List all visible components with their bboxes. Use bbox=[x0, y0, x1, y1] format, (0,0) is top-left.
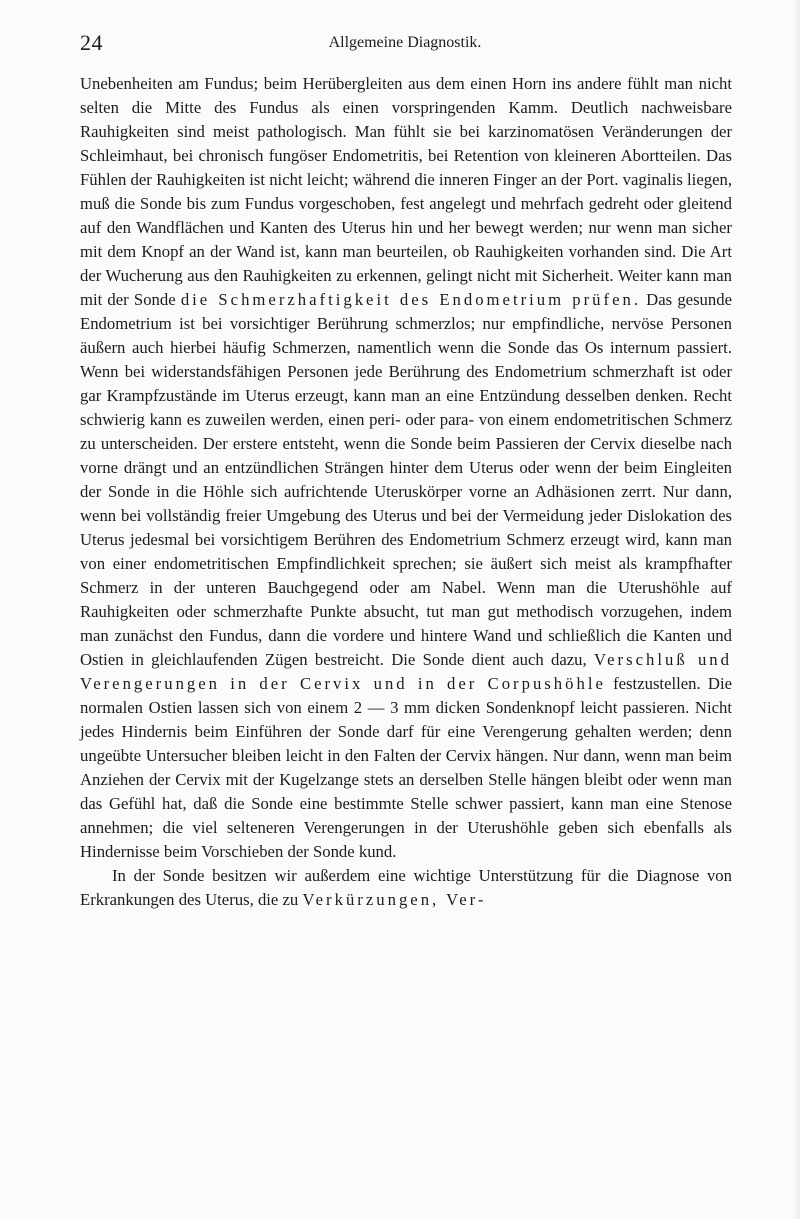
body-text bbox=[80, 72, 732, 912]
paragraph-1 bbox=[80, 72, 732, 864]
spaced-emphasis: Verkürzungen, Ver- bbox=[302, 890, 487, 909]
page-edge-shadow bbox=[792, 0, 800, 1219]
spaced-emphasis: die Schmerzhaftigkeit des Endometrium prüfen. bbox=[180, 290, 641, 309]
text-segment: Das gesunde Endometrium ist bei vorsichtiger Berührung schmerzlos; nur empfindliche, nervöse Personen äußern auch hierbei häufig Schmerzen, namentlich wenn die Sonde das Os internum passiert. Wenn bei widerstandsfähigen Personen jede Berührung des Endometrium schmerzhaft ist oder gar Krampfzustände im Uterus erzeugt, kann man an eine Entzündung desselben denken. Recht schwierig kann es zuweilen werden, einen peri- oder para- von einem endometritischen Schmerz zu unterscheiden. Der erstere entsteht, wenn die Sonde beim Passieren der Cervix dieselbe nach vorne drängt und an entzündlichen Strängen hinter dem Uterus oder wenn der beim Eingleiten der Sonde in die Höhle sich aufrichtende Uteruskörper vorne an Adhäsionen zerrt. Nur dann, wenn bei vollständig freier Umgebung des Uterus und bei der Vermeidung jeder Dislokation des Uterus jedesmal bei vorsichtigem Berühren des Endometrium Schmerz erzeugt wird, kann man von einer endometritischen Empfindlichkeit sprechen; sie äußert sich meist als krampfhafter Schmerz in der unteren Bauchgegend oder am Nabel. Wenn man die Uterushöhle auf Rauhigkeiten oder schmerzhafte Punkte absucht, tut man gut methodisch vorzugehen, indem man zunächst den Fundus, dann die vordere und hintere Wand und schließlich die Kanten und Ostien in gleichlaufenden Zügen bestreicht. Die Sonde dient auch dazu, bbox=[80, 290, 732, 669]
text-segment: In der Sonde besitzen wir außerdem eine wichtige Unterstützung für die Diagnose von Erkrankungen des Uterus, die zu bbox=[80, 866, 732, 909]
spaced-emphasis: Verschluß und Verengerungen in der Cervix und in der Corpushöhle bbox=[80, 650, 732, 693]
text-segment: Unebenheiten am Fundus; beim Herübergleiten aus dem einen Horn ins andere fühlt man nicht selten die Mitte des Fundus als einen vorspringenden Kamm. Deutlich nachweisbare Rauhigkeiten sind meist pathologisch. Man fühlt sie bei karzinomatösen Veränderungen der Schleimhaut, bei chronisch fungöser Endometritis, bei Retention von kleineren Abortteilen. Das Fühlen der Rauhigkeiten ist nicht leicht; während die inneren Finger an der Port. vaginalis liegen, muß die Sonde bis zum Fundus vorgeschoben, fest angelegt und mehrfach gedreht oder gleitend auf den Wandflächen und Kanten des Uterus hin und her bewegt werden; nur wenn man sicher mit dem Knopf an der Wand ist, kann man beurteilen, ob Rauhigkeiten vorhanden sind. Die Art der Wucherung aus den Rauhigkeiten zu erkennen, gelingt nicht mit Sicherheit. Weiter kann man mit der Sonde bbox=[80, 74, 732, 309]
text-segment: festzustellen. Die normalen Ostien lassen sich von einem 2 — 3 mm dicken Sondenknopf leicht passieren. Nicht jedes Hindernis beim Einführen der Sonde darf für eine Verengerung gehalten werden; denn ungeübte Untersucher bleiben leicht in den Falten der Cervix hängen. Nur dann, wenn man beim Anziehen der Cervix mit der Kugelzange stets an derselben Stelle hängen bleibt oder wenn man das Gefühl hat, daß die Sonde eine bestimmte Stelle schwer passiert, kann man eine Stenose annehmen; die viel selteneren Verengerungen in der Uterushöhle geben sich ebenfalls als Hindernisse beim Vorschieben der Sonde kund. bbox=[80, 674, 732, 861]
page-number: 24 bbox=[80, 30, 103, 55]
page-header bbox=[80, 30, 730, 58]
paragraph-2 bbox=[80, 864, 732, 912]
running-head: Allgemeine Diagnostik. bbox=[328, 34, 482, 51]
